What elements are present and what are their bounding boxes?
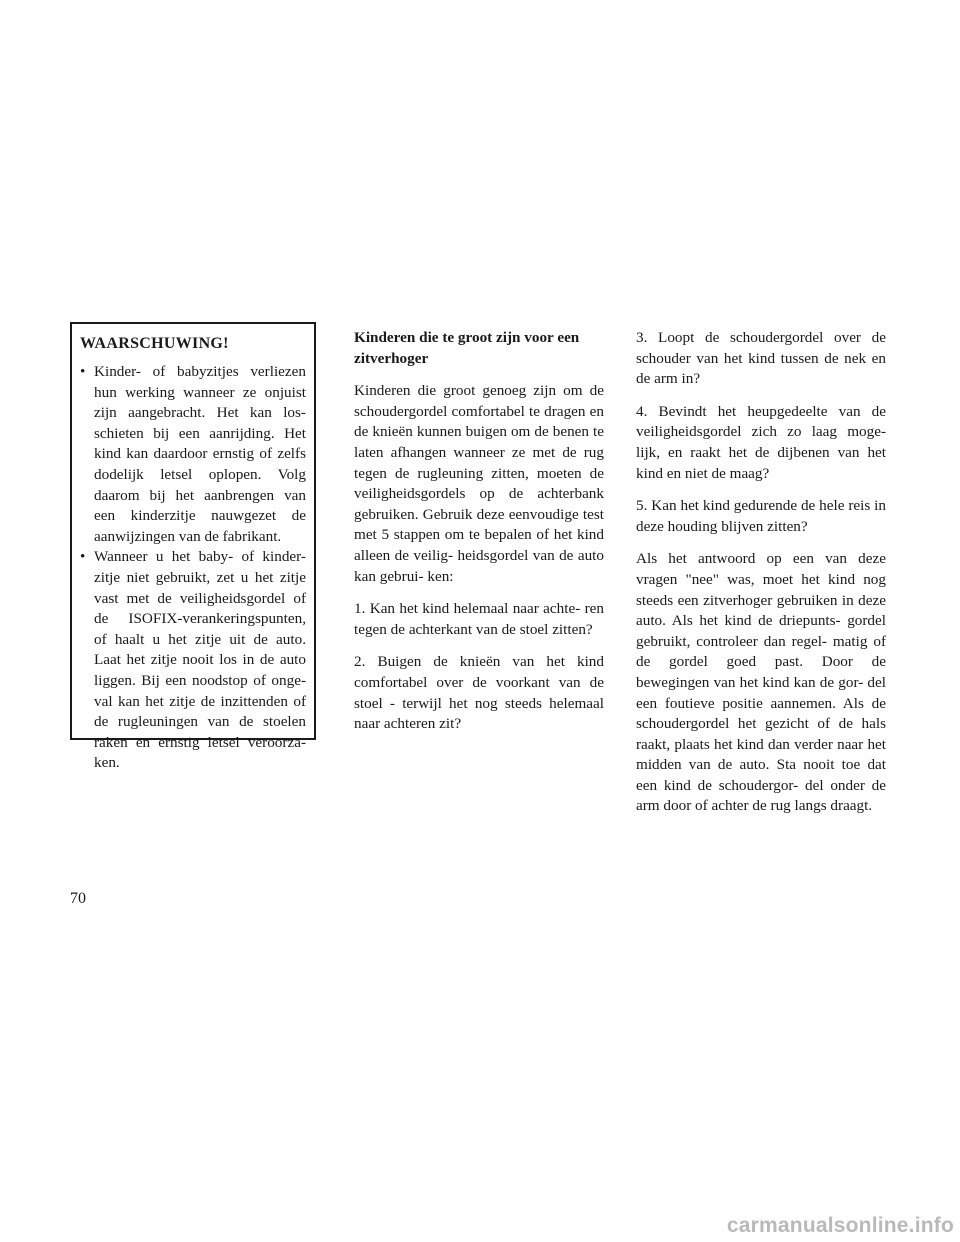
paragraph: Als het antwoord op een van deze vragen "nee" was, moet het kind nog steeds een zitverhoger gebruiken in deze auto. Als het kind de driepunts- gordel gebruikt, controleer dan regel- matig of de gordel goed past. Door de bewegingen van het kind kan de gor- del een foutieve positie aannemen. Als de schoudergordel het gezicht of de hals raakt, plaats het kind dan verder naar het midden van de auto. Sta nooit toe dat een kind de schoudergor- del onder de arm door of achter de rug langs draagt. <box>636 550 886 815</box>
bullet-icon: • <box>80 548 86 566</box>
test-step-4: 4. Bevindt het heupgedeelte van de veiligheidsgordel zich zo laag moge- lijk, en raakt het de dijbenen van het kind en niet de maag? <box>636 402 886 482</box>
test-step-5: 5. Kan het kind gedurende de hele reis in deze houding blijven zitten? <box>636 497 886 535</box>
column-children-too-big <box>354 328 604 747</box>
warning-item <box>80 362 306 547</box>
paragraph: Kinderen die groot genoeg zijn om de schoudergordel comfortabel te dragen en de knieën kunnen buigen om de benen te laten afhangen wanneer ze met de rug tegen de rugleuning zitten, moeten de veiligheidsgordels op de achterbank gebruiken. Gebruik deze eenvoudige test met 5 stappen om te bepalen of het kind alleen de veilig- heidsgordel van de auto kan gebrui- ken: <box>354 382 604 585</box>
test-step-2: 2. Buigen de knieën van het kind comfortabel over de voorkant van de stoel - terwijl het nog steeds helemaal naar achteren zit? <box>354 653 604 733</box>
section-heading: Kinderen die te groot zijn voor een zitverhoger <box>354 329 580 367</box>
bullet-icon: • <box>80 363 86 380</box>
page-number: 70 <box>70 890 86 907</box>
warning-box <box>70 322 316 772</box>
warning-item-text: Kinder- of babyzitjes verliezen hun werking wanneer ze onjuist zijn aangebracht. Het kan los- schieten bij een aanrijding. Het kind kan daardoor ernstig of zelfs dodelijk letsel oplopen. Volg daarom bij het aanbrengen van een kinderzitje nauwgezet de aanwijzingen van de fabrikant. <box>94 363 306 545</box>
warning-item-text: Wanneer u het baby- of kinder- zitje niet gebruikt, zet u het zitje vast met de veiligheidsgordel of de ISOFIX-verankeringspunten, of haalt u het zitje uit de auto. Laat het zitje nooit los in de auto liggen. Bij een noodstop of onge- val kan het zitje de inzittenden of de rugleuningen van de stoelen raken en ernstig letsel veroorza- ken. <box>94 548 306 772</box>
warning-item <box>80 547 306 774</box>
warning-title: WAARSCHUWING! <box>80 335 229 352</box>
warning-list <box>80 362 306 774</box>
test-step-1: 1. Kan het kind helemaal naar achte- ren tegen de achterkant van de stoel zitten? <box>354 600 604 638</box>
watermark: carmanualsonline.info <box>726 1214 954 1237</box>
column-test-steps <box>636 328 886 829</box>
test-step-3: 3. Loopt de schoudergordel over de schouder van het kind tussen de nek en de arm in? <box>636 329 886 388</box>
